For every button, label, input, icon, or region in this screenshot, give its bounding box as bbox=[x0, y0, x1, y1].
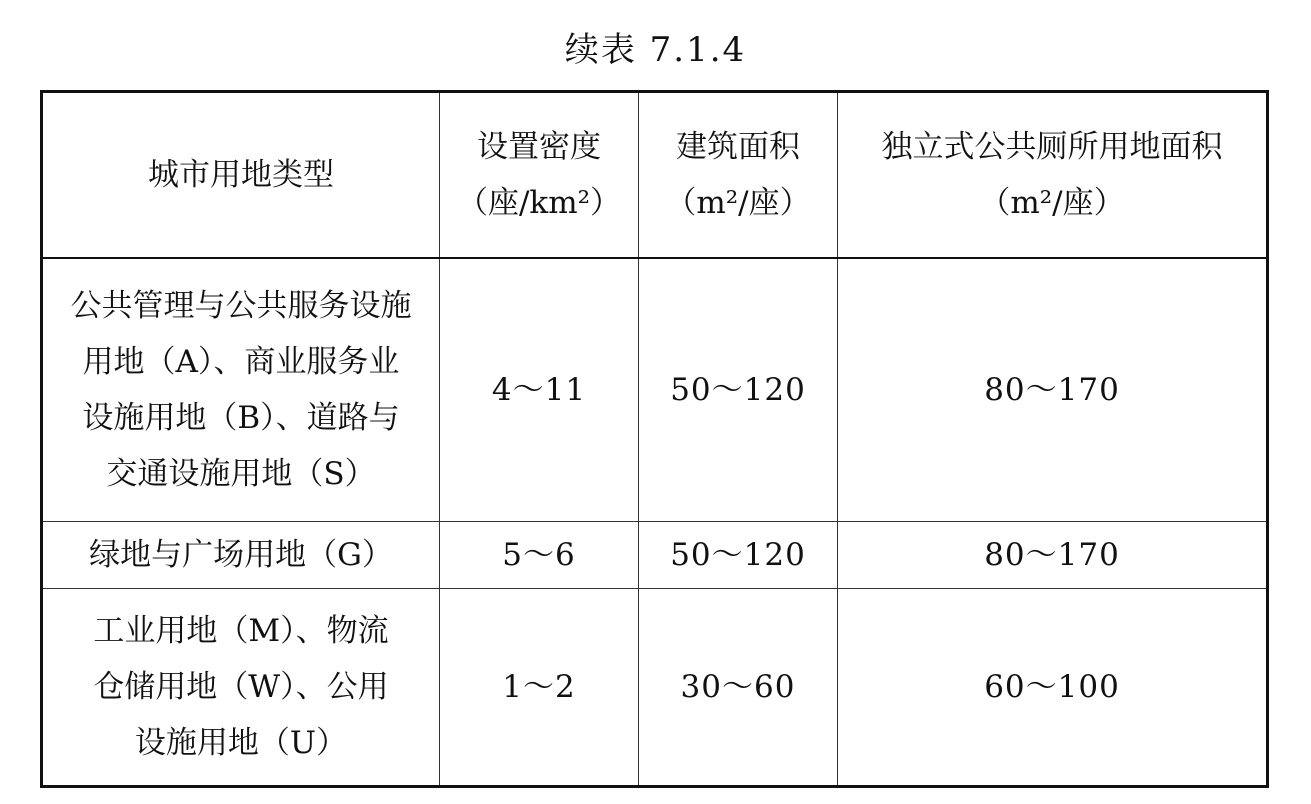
land-type-line: 用地（A）、商业服务业 bbox=[82, 343, 400, 380]
col-header-building-area bbox=[639, 92, 838, 258]
standards-table bbox=[40, 90, 1269, 788]
land-type-line: 工业用地（M）、物流 bbox=[93, 613, 389, 649]
cell-land-area: 80～170 bbox=[838, 258, 1268, 522]
header-row bbox=[42, 92, 1268, 258]
col-header-land-area-unit: （m²/座） bbox=[979, 184, 1125, 221]
cell-building-area: 50～120 bbox=[639, 522, 838, 589]
cell-density: 1～2 bbox=[440, 589, 639, 787]
table-caption: 续表 7.1.4 bbox=[564, 30, 747, 70]
cell-land-type bbox=[42, 258, 440, 522]
col-header-land-area-label: 独立式公共厕所用地面积 bbox=[881, 128, 1223, 165]
cell-land-type bbox=[42, 589, 440, 787]
col-header-building-area-unit: （m²/座） bbox=[665, 184, 811, 221]
land-type-line: 公共管理与公共服务设施 bbox=[70, 287, 412, 324]
cell-land-area: 80～170 bbox=[838, 522, 1268, 589]
cell-building-area: 30～60 bbox=[639, 589, 838, 787]
col-header-land-type bbox=[42, 92, 440, 258]
col-header-land-area bbox=[838, 92, 1268, 258]
cell-land-type bbox=[42, 522, 440, 589]
col-header-density bbox=[440, 92, 639, 258]
table-row bbox=[42, 522, 1268, 589]
land-type-line: 仓储用地（W）、公用 bbox=[93, 669, 389, 705]
cell-density: 4～11 bbox=[440, 258, 639, 522]
col-header-building-area-label: 建筑面积 bbox=[676, 128, 800, 165]
col-header-land-type-label: 城市用地类型 bbox=[148, 156, 334, 193]
cell-density: 5～6 bbox=[440, 522, 639, 589]
land-type-line: 设施用地（U） bbox=[134, 725, 348, 761]
col-header-density-unit: （座/km²） bbox=[456, 184, 622, 221]
land-type-line: 交通设施用地（S） bbox=[106, 455, 376, 492]
cell-land-area: 60～100 bbox=[838, 589, 1268, 787]
table-row bbox=[42, 258, 1268, 522]
land-type-line: 设施用地（B）、道路与 bbox=[82, 399, 400, 436]
col-header-density-label: 设置密度 bbox=[477, 128, 601, 165]
land-type-line: 绿地与广场用地（G） bbox=[89, 537, 393, 573]
cell-building-area: 50～120 bbox=[639, 258, 838, 522]
table-row bbox=[42, 589, 1268, 787]
